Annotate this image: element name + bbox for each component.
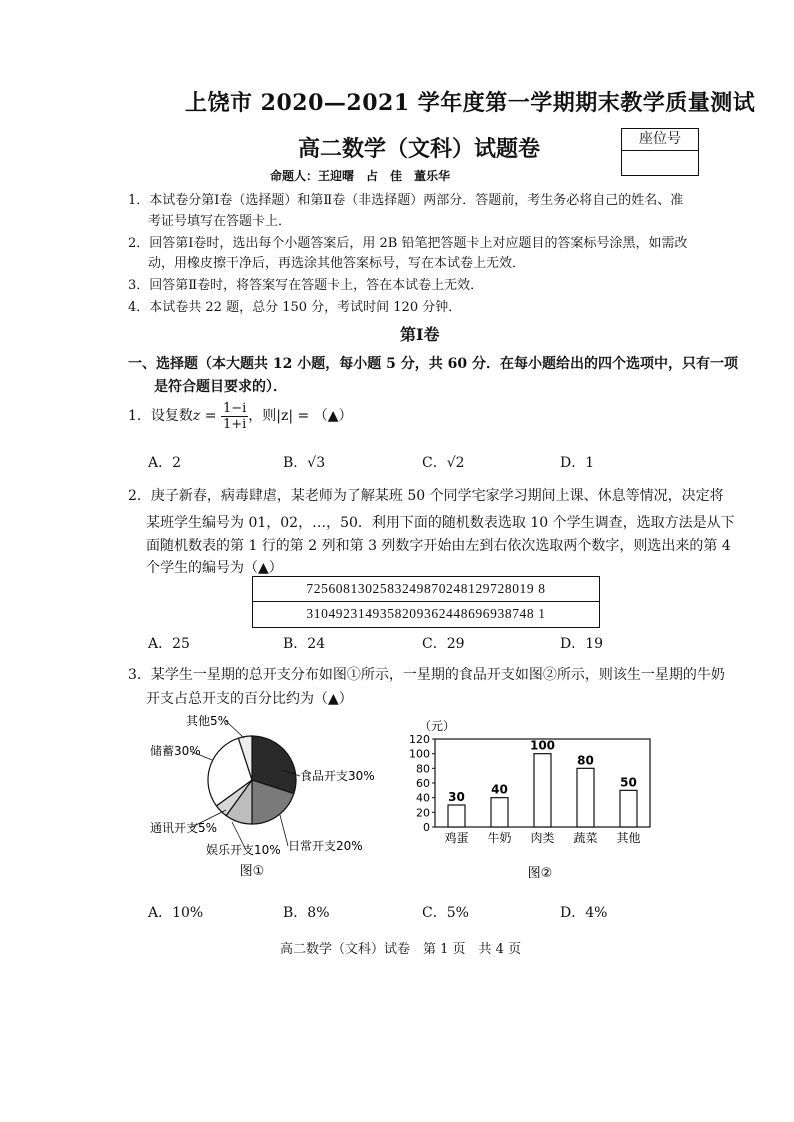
bar-2 bbox=[491, 798, 508, 827]
q2-option-b: B．24 bbox=[283, 636, 326, 652]
q1-suffix: ，则|z| = （▲） bbox=[248, 408, 353, 424]
question-2-line4: 个学生的编号为（▲） bbox=[146, 560, 283, 576]
bar-value-label-3: 100 bbox=[529, 738, 556, 753]
instruction-4: 4．本试卷共 22 题，总分 150 分，考试时间 120 分钟． bbox=[128, 300, 462, 315]
pie-label-4: 通讯开支5% bbox=[150, 821, 218, 835]
fig2-caption: 图② bbox=[527, 866, 553, 881]
bar-4 bbox=[577, 768, 594, 827]
bar-y-tick-label-2: 40 bbox=[416, 791, 430, 805]
pie-label-5: 储蓄30% bbox=[150, 744, 201, 758]
bar-chart-figure-2 bbox=[405, 712, 665, 887]
bar-5 bbox=[620, 790, 637, 827]
q2-option-a: A．25 bbox=[148, 636, 190, 652]
exam-title: 上饶市 2020—2021 学年度第一学期期末教学质量测试 bbox=[185, 90, 756, 116]
random-table-row-1: 7256081302583249870248129728019 8 bbox=[253, 577, 599, 602]
q1-numerator: 1−i bbox=[222, 400, 247, 416]
bar-category-label-4: 蔬菜 bbox=[573, 831, 598, 845]
section-title: 第Ⅰ卷 bbox=[400, 325, 440, 344]
question-2-line3: 面随机数表的第 1 行的第 2 列和第 3 列数字开始由左到右依次选取两个数字，则选出来的第 4 bbox=[146, 538, 731, 554]
pie-slices bbox=[208, 736, 296, 824]
instruction-1-cont: 考证号填写在答题卡上． bbox=[148, 214, 292, 229]
seat-number-blank bbox=[622, 151, 698, 174]
bar-category-label-2: 牛奶 bbox=[487, 831, 512, 845]
bar-y-tick-label-4: 80 bbox=[416, 762, 430, 776]
bar-y-tick-label-6: 120 bbox=[409, 733, 430, 746]
section-heading: 一、选择题（本大题共 12 小题，每小题 5 分，共 60 分．在每小题给出的四个选项中，只有一项 bbox=[128, 356, 738, 372]
q1-var: z = bbox=[192, 408, 217, 424]
q1-fraction bbox=[221, 401, 248, 432]
bar-y-tick-label-0: 0 bbox=[423, 821, 430, 834]
q1-prefix: 1．设复数 bbox=[128, 408, 193, 424]
bar-3 bbox=[534, 754, 551, 827]
bar-category-label-1: 鸡蛋 bbox=[444, 831, 469, 845]
question-3-line1: 3．某学生一星期的总开支分布如图①所示，一星期的食品开支如图②所示，则该生一星期的牛奶 bbox=[128, 667, 725, 683]
seat-number-box bbox=[621, 128, 699, 176]
page-footer: 高二数学（文科）试卷 第 1 页 共 4 页 bbox=[280, 942, 522, 957]
pie-label-3: 娱乐开支10% bbox=[206, 843, 281, 857]
bar-value-label-1: 30 bbox=[448, 790, 465, 804]
q2-option-c: C．29 bbox=[422, 636, 465, 652]
pie-chart-figure-1 bbox=[140, 710, 380, 885]
fig1-caption: 图① bbox=[239, 864, 265, 879]
question-1 bbox=[128, 399, 352, 433]
instruction-2: 2．回答第Ⅰ卷时，选出每个小题答案后，用 2B 铅笔把答题卡上对应题目的答案标号涂黑，如需改 bbox=[128, 236, 688, 251]
pie-label-6: 其他5% bbox=[186, 714, 230, 728]
bar-series bbox=[444, 739, 640, 845]
q1-option-a: A．2 bbox=[148, 455, 182, 471]
bar-1 bbox=[448, 805, 465, 827]
q1-denominator: 1+i bbox=[222, 416, 247, 432]
instruction-1: 1．本试卷分第Ⅰ卷（选择题）和第Ⅱ卷（非选择题）两部分．答题前，考生务必将自己的姓名、准 bbox=[128, 193, 684, 208]
bar-value-label-5: 50 bbox=[620, 775, 637, 790]
q3-option-d: D．4% bbox=[560, 905, 608, 921]
pie-label-1: 食品开支30% bbox=[300, 769, 375, 783]
q1-option-b: B．√3 bbox=[283, 455, 326, 471]
q1-option-c: C．√2 bbox=[422, 455, 465, 471]
seat-number-label: 座位号 bbox=[622, 129, 698, 151]
bar-y-tick-label-3: 60 bbox=[416, 777, 430, 790]
question-2-line1: 2．庚子新春，病毒肆虐，某老师为了解某班 50 个同学宅家学习期间上课、休息等情况，决定将 bbox=[128, 488, 724, 504]
q3-option-b: B．8% bbox=[283, 905, 330, 921]
random-number-table bbox=[252, 576, 600, 628]
bar-value-label-2: 40 bbox=[491, 782, 508, 797]
q1-option-d: D．1 bbox=[560, 455, 595, 471]
instruction-3: 3．回答第Ⅱ卷时，将答案写在答题卡上，答在本试卷上无效． bbox=[128, 278, 484, 293]
bar-y-tick-label-5: 100 bbox=[409, 747, 430, 761]
q3-option-c: C．5% bbox=[422, 905, 469, 921]
pie-label-2: 日常开支20% bbox=[288, 839, 363, 853]
exam-subtitle: 高二数学（文科）试题卷 bbox=[298, 136, 541, 162]
bar-category-label-3: 肉类 bbox=[530, 831, 555, 845]
bar-value-label-4: 80 bbox=[577, 753, 594, 768]
authors-line: 命题人：王迎曙 占 佳 董乐华 bbox=[270, 169, 451, 183]
question-3-line2: 开支占总开支的百分比约为（▲） bbox=[146, 691, 353, 707]
instruction-2-cont: 动，用橡皮擦干净后，再选涂其他答案标号，写在本试卷上无效． bbox=[148, 256, 526, 271]
q2-option-d: D．19 bbox=[560, 636, 604, 652]
bar-y-tick-label-1: 20 bbox=[416, 806, 430, 820]
question-2-line2: 某班学生编号为 01，02，…，50．利用下面的随机数表选取 10 个学生调查，选取方法是从下 bbox=[146, 515, 735, 531]
section-heading-cont: 是符合题目要求的）． bbox=[154, 379, 287, 395]
pie-leader-line-2 bbox=[280, 815, 288, 846]
random-table-row-2: 3104923149358209362448696938748 1 bbox=[306, 606, 546, 621]
q3-option-a: A．10% bbox=[148, 905, 204, 921]
bar-category-label-5: 其他 bbox=[616, 831, 641, 845]
bar-y-unit: （元） bbox=[419, 719, 456, 733]
